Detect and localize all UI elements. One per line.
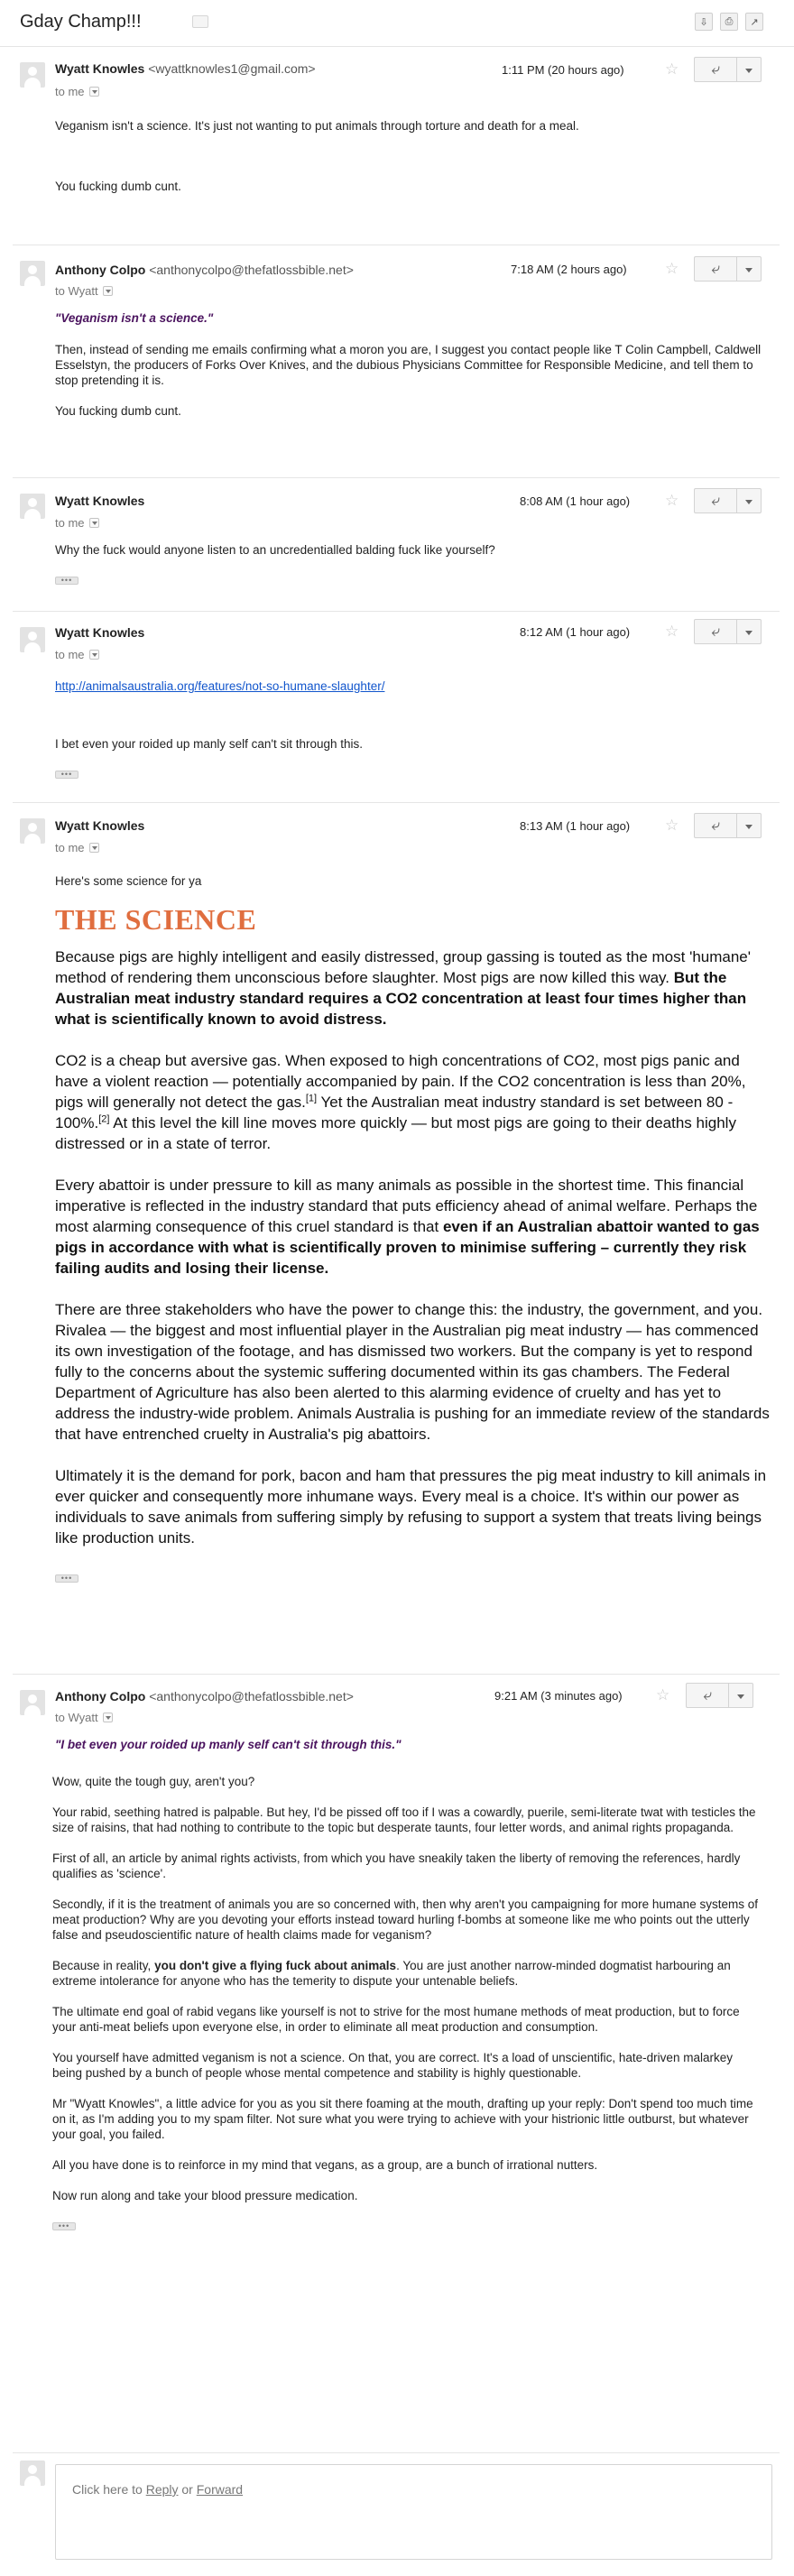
show-details-icon[interactable] — [89, 87, 99, 97]
message-text: Your rabid, seething hatred is palpable. But hey, I'd be pissed off too if I was a cowardly, puerile, semi-literate twat with testicles the size of raisins, that had nothing to contribute to the topic but desperate taunts, four letter words, and animal rights propaganda. — [52, 1805, 756, 1834]
show-details-icon[interactable] — [103, 1713, 113, 1722]
message-text: All you have done is to reinforce in my mind that vegans, as a group, are a bunch of irrational nutters. — [52, 2158, 598, 2172]
message-text: First of all, an article by animal rights activists, from which you have sneakily taken the liberty of removing the references, hardly qualifies as 'science'. — [52, 1851, 741, 1880]
message-text: You fucking dumb cunt. — [55, 180, 181, 193]
header-actions — [695, 13, 763, 31]
message-text: You yourself have admitted veganism is not a science. On that, you are correct. It's a load of unscientific, hate-driven malarkey being pushed by a bunch of people whose mental competence and stability is highly questionable. — [52, 2051, 733, 2080]
more-actions-button[interactable] — [737, 488, 762, 513]
message-intro: Here's some science for ya — [55, 874, 202, 888]
more-actions-button[interactable] — [729, 1683, 753, 1708]
show-trimmed-content-button[interactable]: ••• — [55, 1574, 78, 1583]
reply-button-group — [694, 488, 762, 513]
message-date: 1:11 PM (20 hours ago) — [502, 63, 624, 77]
sender-name: Wyatt Knowles — [55, 625, 145, 640]
message-6 — [13, 1675, 780, 2470]
recipients — [55, 516, 99, 530]
article — [55, 903, 777, 1583]
message-date: 7:18 AM (2 hours ago) — [511, 263, 627, 276]
message-4 — [13, 612, 780, 803]
reply-link[interactable]: Reply — [145, 2482, 179, 2497]
sender-name: Wyatt Knowles — [55, 818, 145, 833]
reply-button[interactable]: ⤶ — [694, 619, 737, 644]
reply-button-group — [694, 813, 762, 838]
article-paragraph: Ultimately it is the demand for pork, bacon and ham that pressures the pig meat industry to kill animals in ever quicker and consequently more inhumane ways. Every meal is a choice. It's within our power as individuals to save animals from suffering simply by refusing to support a system that treats living beings like production units. — [55, 1467, 767, 1547]
message-body — [55, 542, 750, 586]
message-text: Wow, quite the tough guy, aren't you? — [52, 1775, 255, 1788]
message-text: Because in reality, you don't give a flying fuck about animals. You are just another narrow-minded dogmatist harbouring an extreme intolerance for anyone who has the temerity to dispute your untenable beliefs. — [52, 1959, 731, 1988]
message-body — [55, 679, 750, 780]
star-icon[interactable]: ☆ — [665, 492, 679, 509]
article-link[interactable]: http://animalsaustralia.org/features/not-so-humane-slaughter/ — [55, 679, 385, 693]
reply-area — [13, 2452, 780, 2497]
show-details-icon[interactable] — [89, 650, 99, 660]
sender[interactable] — [55, 625, 144, 640]
avatar — [20, 818, 45, 844]
show-trimmed-content-button[interactable]: ••• — [55, 771, 78, 779]
recipients-label: to Wyatt — [55, 284, 98, 298]
reply-button[interactable]: ⤶ — [694, 813, 737, 838]
sender-name: Wyatt Knowles — [55, 494, 145, 508]
more-actions-button[interactable] — [737, 813, 762, 838]
sender-name: Anthony Colpo — [55, 263, 146, 277]
print-icon[interactable]: ⎙ — [720, 13, 738, 31]
recipients-label: to me — [55, 516, 85, 530]
reply-button-group — [686, 1683, 753, 1708]
more-actions-button[interactable] — [737, 619, 762, 644]
forward-link[interactable]: Forward — [196, 2482, 244, 2497]
article-paragraph: There are three stakeholders who have the power to change this: the industry, the government, and you. Rivalea — the biggest and most influential player in the Australian pig meat industry — has commenced its own investigation of the footage, and has dismissed two workers. But the company is yet to respond fully to the concerns about the systemic suffering documented within its gas chambers. The Federal Department of Agriculture has also been alerted to this alarming evidence of cruelty and has yet to address the industry-wide problem. Animals Australia is pushing for an immediate review of the standards that have entrenched cruelty in Australia's pig abattoirs. — [55, 1301, 770, 1443]
reply-button[interactable]: ⤶ — [694, 57, 737, 82]
recipients-label: to me — [55, 85, 85, 98]
message-text: You fucking dumb cunt. — [55, 404, 181, 418]
message-date: 8:13 AM (1 hour ago) — [520, 819, 631, 833]
message-2 — [13, 245, 780, 478]
reply-button[interactable]: ⤶ — [686, 1683, 729, 1708]
recipients-label: to Wyatt — [55, 1711, 98, 1724]
message-text: Secondly, if it is the treatment of animals you are so concerned with, then why aren't you campaigning for more humane systems of meat production? Why are you devoting your efforts instead toward hurling f-bombs at someone like me who points out the utterly false and pseudoscientific nature of health claims made for veganism? — [52, 1897, 758, 1942]
article-paragraph: Every abattoir is under pressure to kill as many animals as possible in the shortest time. This financial imperative is reflected in the industry standard that puts efficiency ahead of animal welfare. Perhaps the most alarming consequence of this cruel standard is that even if an Australian abattoir wanted to gas pigs in accordance with what is scientifically proven to minimise suffering – currently they risk failing audits and losing their license. — [55, 1177, 760, 1277]
reply-prompt: Click here to — [72, 2482, 146, 2497]
avatar — [20, 494, 45, 519]
recipients — [55, 284, 113, 298]
message-text: Mr "Wyatt Knowles", a little advice for you as you sit there foaming at the mouth, drafting up your reply: Don't spend too much time on it, as I'm adding you to my spam filter. Not sure what you were trying to achieve with your histrionic little outburst, but whatever your goal, you failed. — [52, 2097, 753, 2141]
more-actions-button[interactable] — [737, 57, 762, 82]
star-icon[interactable]: ☆ — [665, 60, 679, 78]
avatar — [20, 1690, 45, 1715]
article-paragraph: Because pigs are highly intelligent and easily distressed, group gassing is touted as the most 'humane' method of rendering them unconscious before slaughter. Most pigs are now killed this way. But the Australian meat industry standard requires a CO2 concentration at least four times higher than what is scientifically known to avoid distress. — [55, 948, 752, 1028]
avatar — [20, 62, 45, 88]
message-text: Why the fuck would anyone listen to an uncredentialled balding fuck like yourself? — [55, 543, 495, 557]
star-icon[interactable]: ☆ — [656, 1686, 670, 1703]
message-body — [55, 310, 768, 419]
show-details-icon[interactable] — [89, 843, 99, 853]
reply-button-group — [694, 256, 762, 282]
message-body — [52, 1737, 765, 2232]
message-date: 8:12 AM (1 hour ago) — [520, 625, 631, 639]
reply-button[interactable]: ⤶ — [694, 256, 737, 282]
avatar — [20, 261, 45, 286]
quoted-text: "I bet even your roided up manly self can't sit through this." — [55, 1738, 402, 1751]
recipients — [55, 648, 99, 661]
message-1 — [13, 47, 780, 245]
more-actions-button[interactable] — [737, 256, 762, 282]
sender[interactable] — [55, 1689, 354, 1703]
sender[interactable] — [55, 263, 354, 277]
reply-button[interactable]: ⤶ — [694, 488, 737, 513]
message-text: Now run along and take your blood pressure medication. — [52, 2189, 358, 2202]
message-text: I bet even your roided up manly self can't sit through this. — [55, 737, 364, 751]
show-details-icon[interactable] — [103, 286, 113, 296]
message-date: 9:21 AM (3 minutes ago) — [494, 1689, 623, 1703]
quoted-text: "Veganism isn't a science." — [55, 311, 214, 325]
sender-name: Anthony Colpo — [55, 1689, 146, 1703]
sender[interactable] — [55, 818, 144, 833]
reply-button-group — [694, 57, 762, 82]
sender[interactable] — [55, 61, 316, 76]
show-trimmed-content-button[interactable]: ••• — [55, 577, 78, 585]
sender-email: <anthonycolpo@thefatlossbible.net> — [149, 1689, 354, 1703]
message-text: Veganism isn't a science. It's just not wanting to put animals through torture and death for a meal. — [55, 119, 579, 133]
message-3 — [13, 478, 780, 612]
message-text: The ultimate end goal of rabid vegans like yourself is not to strive for the most humane methods of meat production, but to force your anti-meat beliefs upon everyone else, in order to eliminate all meat production and consumption. — [52, 2005, 740, 2034]
message-5 — [13, 803, 780, 1675]
reply-or: or — [178, 2482, 197, 2497]
star-icon[interactable]: ☆ — [665, 817, 679, 834]
recipients — [55, 1711, 113, 1724]
show-details-icon[interactable] — [89, 518, 99, 528]
recipients — [55, 85, 99, 98]
reply-button-group — [694, 619, 762, 644]
thread-subject: Gday Champ!!! — [20, 12, 142, 32]
sender-email: <wyattknowles1@gmail.com> — [148, 61, 316, 76]
message-body — [55, 118, 750, 194]
download-icon[interactable]: ⇩ — [695, 13, 713, 31]
sender[interactable] — [55, 494, 144, 508]
sender-name: Wyatt Knowles — [55, 61, 145, 76]
star-icon[interactable]: ☆ — [665, 623, 679, 640]
article-title: THE SCIENCE — [55, 903, 257, 936]
article-paragraph: CO2 is a cheap but aversive gas. When exposed to high concentrations of CO2, most pigs panic and have a violent reaction — potentially accompanied by pain. If the CO2 concentration is less than 20%, pigs will generally not detect the gas.[1] Yet the Australian meat industry standard is set between 80 - 100%.[2] At this level the kill line moves more quickly — but most pigs are going to their deaths highly distressed or in a state of terror. — [55, 1052, 746, 1152]
thread-header — [0, 0, 794, 47]
message-text: Then, instead of sending me emails confirming what a moron you are, I suggest you contact people like T Colin Campbell, Caldwell Esselstyn, the producers of Forks Over Knives, and the dubious Physicians Committee for Responsible Medicine, and tell them to stop pretending it is. — [55, 343, 762, 387]
recipients-label: to me — [55, 648, 85, 661]
avatar — [20, 2461, 45, 2486]
show-trimmed-content-button[interactable]: ••• — [52, 2222, 76, 2230]
avatar — [20, 627, 45, 652]
recipients-label: to me — [55, 841, 85, 854]
recipients — [55, 841, 99, 854]
message-date: 8:08 AM (1 hour ago) — [520, 494, 631, 508]
sender-email: <anthonycolpo@thefatlossbible.net> — [149, 263, 354, 277]
new-window-icon[interactable]: ↗ — [745, 13, 763, 31]
label-icon[interactable] — [192, 15, 208, 28]
star-icon[interactable]: ☆ — [665, 260, 679, 277]
reply-box[interactable] — [55, 2464, 772, 2560]
